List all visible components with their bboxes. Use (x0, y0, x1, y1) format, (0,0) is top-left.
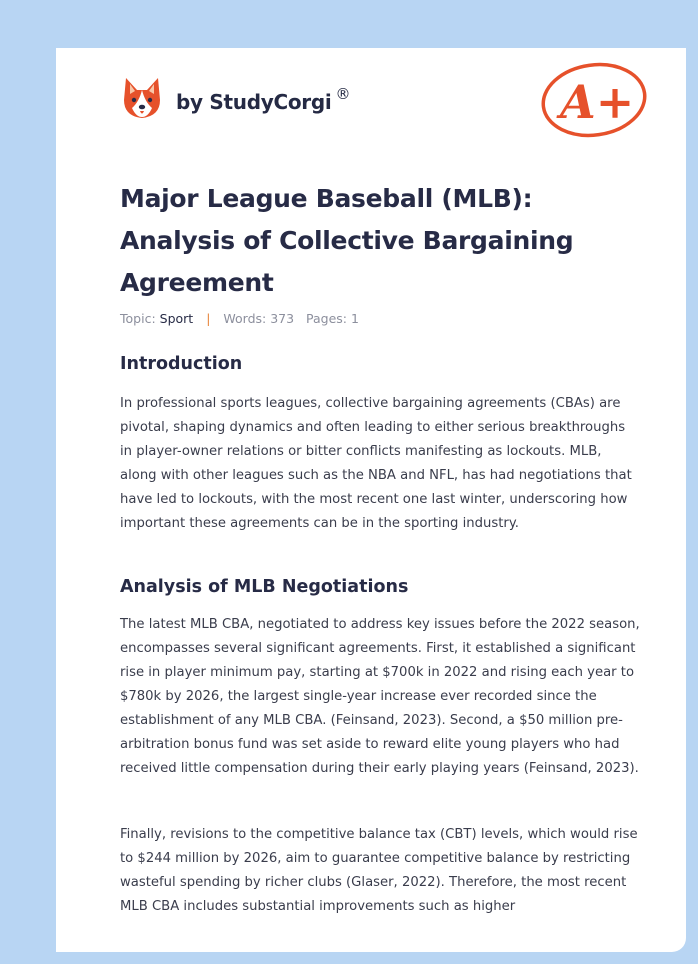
paragraph: Finally, revisions to the competitive balance tax (CBT) levels, which would rise to $244 million by 2026, aim to guarantee competitive balance by restricting wasteful spending by richer clubs (Glaser, 2022). Therefore, the most recent MLB CBA includes substantial improvements such as higher (120, 827, 638, 914)
meta-separator: | (206, 311, 211, 326)
section-heading-introduction: Introduction (120, 354, 243, 374)
a-plus-grade-icon (538, 58, 650, 140)
grade-text: A+ (560, 75, 635, 129)
words-label: Words: (223, 311, 267, 326)
words-value: 373 (270, 311, 295, 326)
topic-link[interactable]: Sport (159, 311, 194, 326)
document-meta (120, 311, 359, 326)
corgi-head-icon (122, 76, 162, 120)
document-title: Major League Baseball (MLB): Analysis of Collective Bargaining Agreement (120, 184, 574, 297)
document-page (56, 48, 686, 952)
brand-name: by StudyCorgi ® (176, 85, 351, 114)
topic-label: Topic: (120, 311, 156, 326)
studycorgi-logo[interactable] (122, 76, 350, 120)
pages-value: 1 (351, 311, 359, 326)
paragraph: The latest MLB CBA, negotiated to address key issues before the 2022 season, encompasses several significant agreements. First, it established a significant rise in player minimum pay, starting at $700k in 2022 and rising each year to $780k by 2026, the largest single-year increase ever recorded since the establishment of any MLB CBA. (Feinsand, 2023). Second, a $50 million pre-arbitration bonus fund was set aside to reward elite young players who had received little compensation during their early playing years (Feinsand, 2023). (120, 617, 640, 776)
paragraph: In professional sports leagues, collective bargaining agreements (CBAs) are pivotal, shaping dynamics and often leading to either serious breakthroughs in player-owner relations or bitter conflicts manifesting as lockouts. MLB, along with other leagues such as the NBA and NFL, has had negotiations that have led to lockouts, with the most recent one last winter, underscoring how important these agreements can be in the sporting industry. (120, 396, 632, 531)
registered-mark: ® (335, 85, 351, 103)
section-heading-analysis: Analysis of MLB Negotiations (120, 577, 409, 597)
pages-label: Pages: (306, 311, 348, 326)
